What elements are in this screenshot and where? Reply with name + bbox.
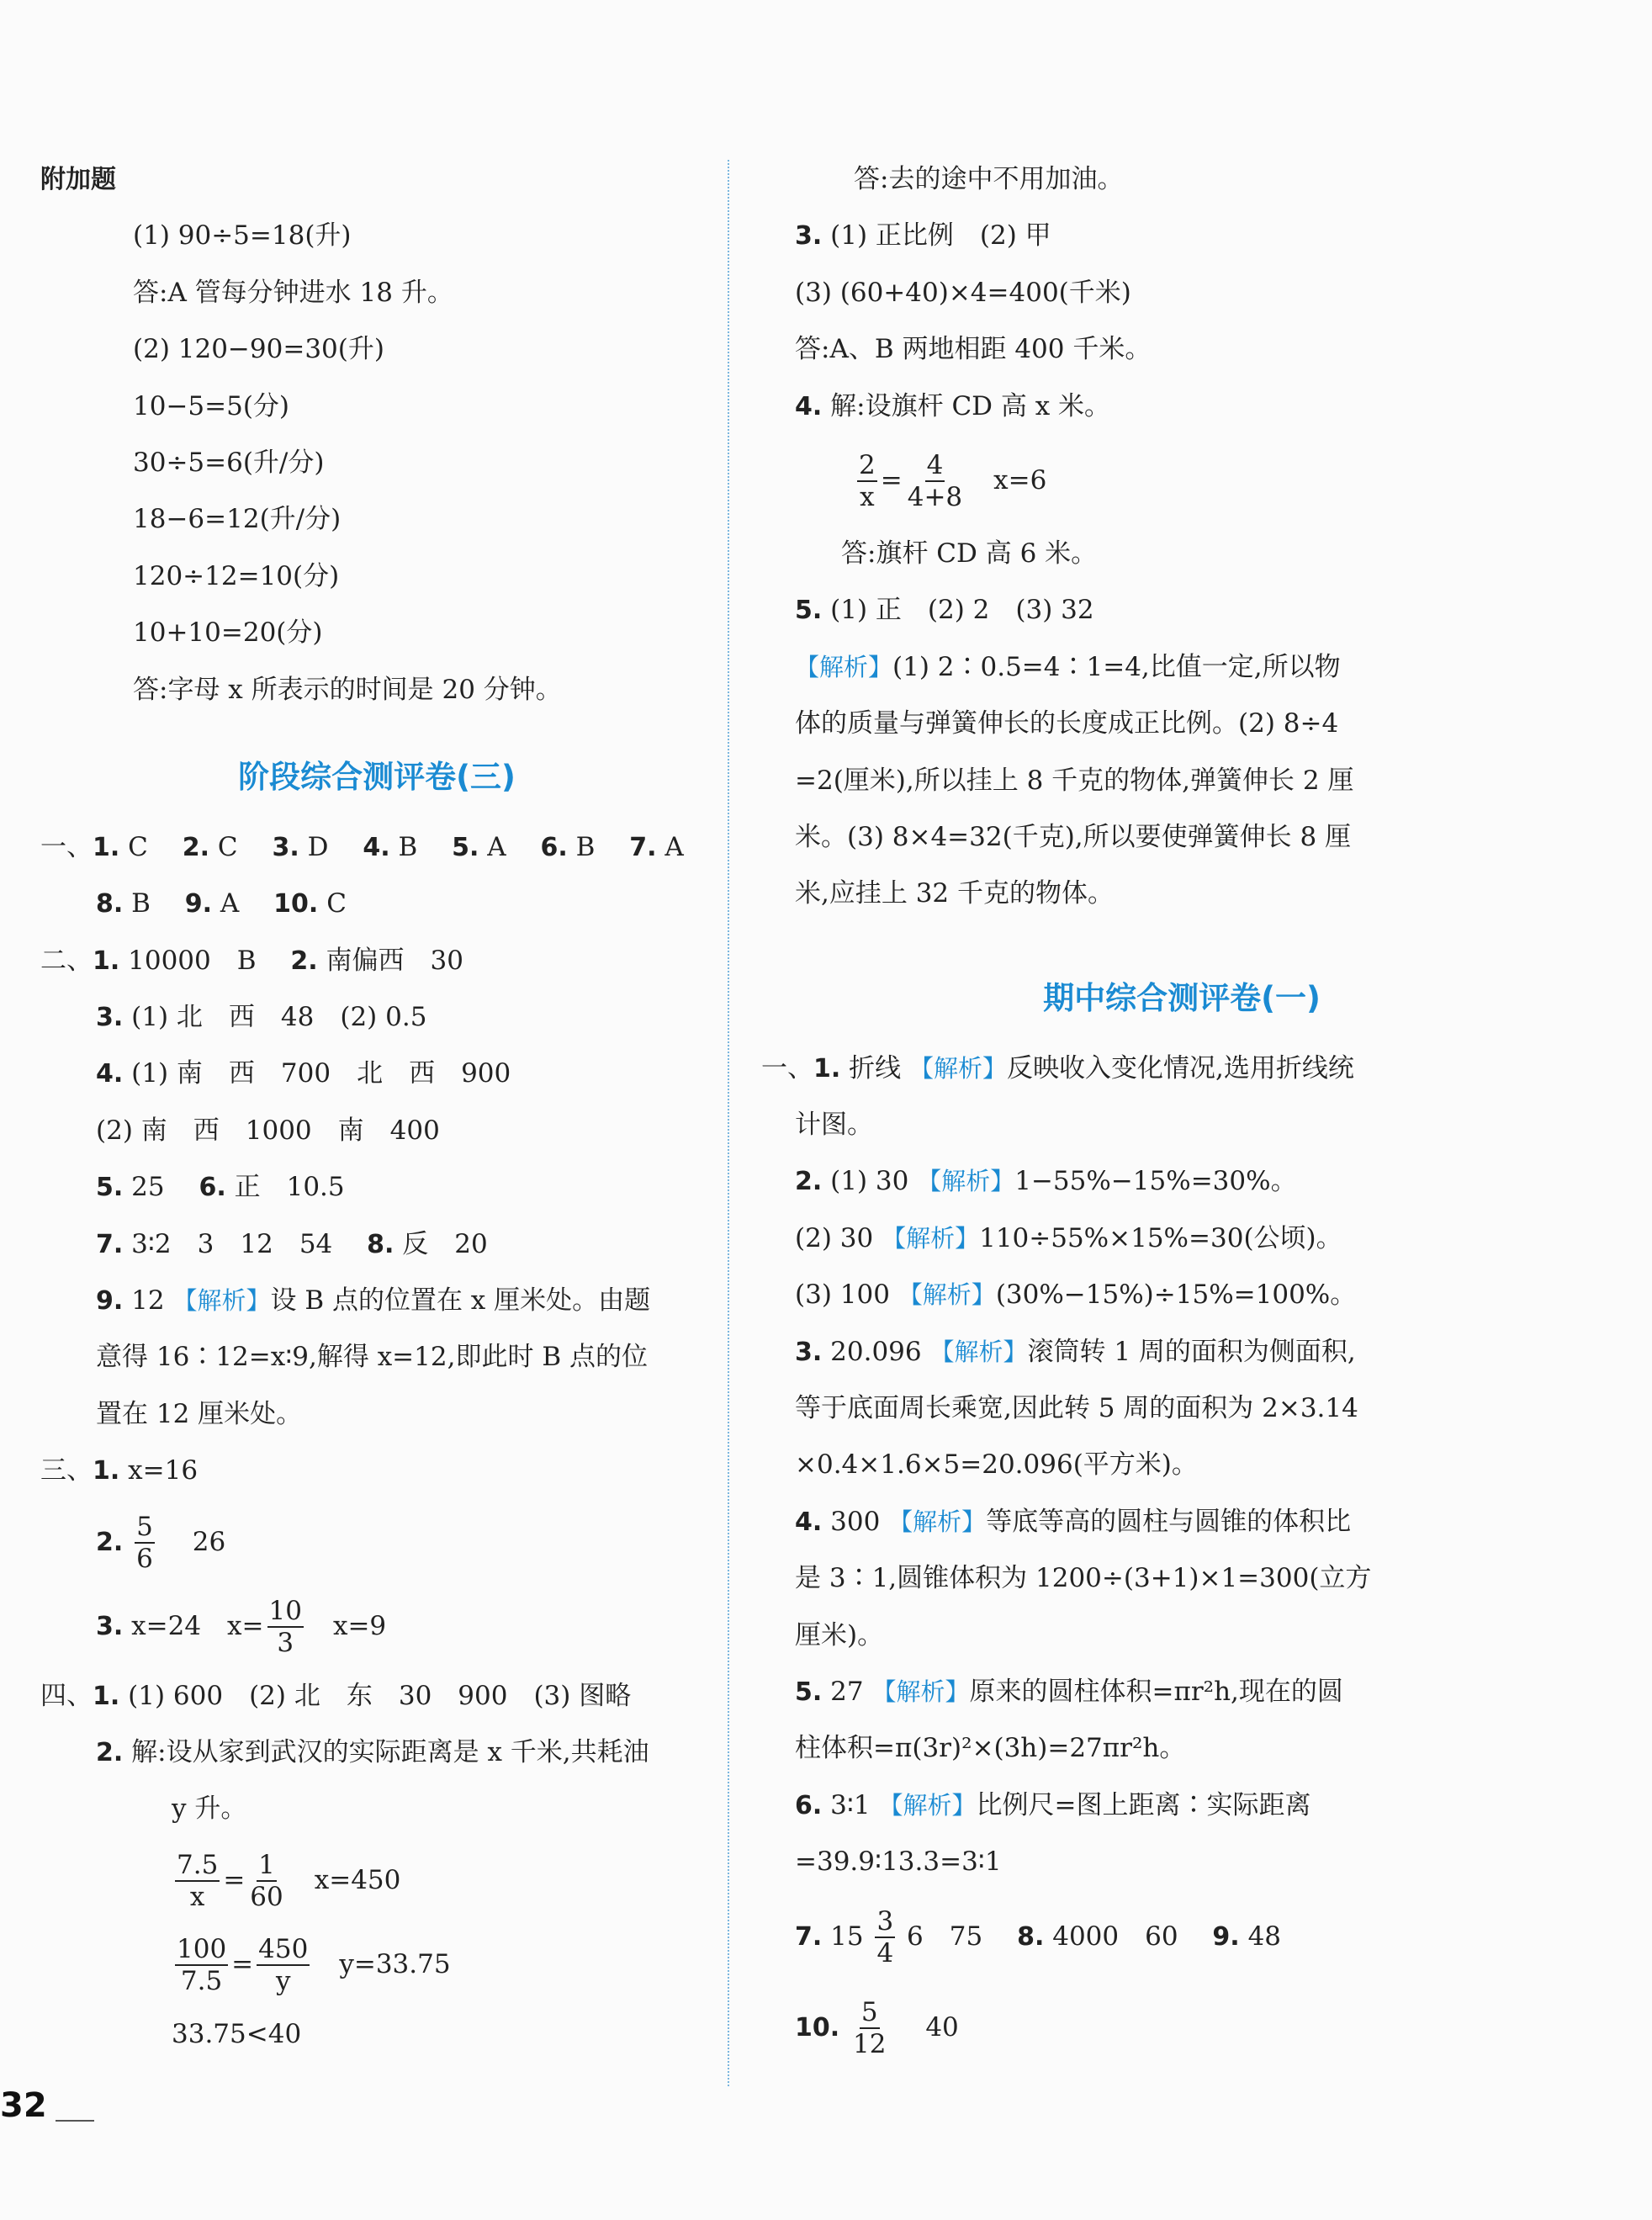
analysis-line: 是 3∶1,圆锥体积为 1200÷(3+1)×1=300(立方: [795, 1563, 1372, 1594]
q-num: 1.: [93, 1456, 120, 1486]
numerator: 3: [876, 1906, 894, 1937]
q-num: 3.: [96, 1611, 124, 1641]
q5-analysis: [761, 639, 1602, 696]
q-answer: 27: [830, 1676, 864, 1707]
analysis-tag: 【解析】: [917, 1167, 1015, 1196]
analysis-text: (1) 2∶0.5=4∶1=4,比值一定,所以物: [892, 651, 1341, 682]
q-answer: D: [307, 831, 329, 862]
q-answer: x=16: [128, 1455, 199, 1486]
m1: [761, 1041, 1602, 1097]
q-num: 2.: [182, 832, 210, 862]
s4-q1: [40, 1668, 713, 1725]
analysis-text: (30%−15%)÷15%=100%。: [995, 1280, 1357, 1311]
numerator: 5: [136, 1512, 153, 1543]
fraction: [875, 1906, 895, 1968]
numerator: 10: [268, 1596, 302, 1627]
analysis-tag: 【解析】: [878, 1790, 977, 1820]
q-num: 9.: [1212, 1921, 1240, 1952]
answer-line: 10+10=20(分): [133, 617, 323, 649]
answer-line: (1) 90÷5=18(升): [133, 220, 352, 252]
s2-q3: [40, 989, 713, 1046]
answer-line: 30÷5=6(升/分): [133, 447, 325, 478]
s2-q1-2: [40, 933, 713, 989]
q-num: 5.: [795, 596, 823, 626]
section-label: 三、: [40, 1455, 93, 1486]
q-answer: 12: [131, 1285, 165, 1317]
q-answer: 南偏西 30: [326, 945, 463, 976]
equation-result: y=33.75: [339, 1948, 451, 1979]
q5: [761, 582, 1602, 638]
answer-line: 18−6=12(升/分): [133, 504, 342, 535]
m5: [761, 1664, 1602, 1720]
q-num: 9.: [96, 1286, 124, 1317]
q-answer: A: [487, 831, 506, 862]
q-num: 4.: [363, 832, 390, 862]
s1-line-1: [40, 819, 713, 876]
m7-9: [761, 1891, 1602, 1982]
q3: [761, 208, 1602, 264]
analysis-line: =39.9∶13.3=3∶1: [795, 1846, 1002, 1878]
analysis-text: 原来的圆柱体积=πr²h,现在的圆: [969, 1676, 1343, 1707]
q-num: 4.: [795, 391, 823, 421]
q-answer: 3∶1: [830, 1789, 871, 1820]
q-answer: B: [131, 888, 151, 919]
answer-line: 答:A 管每分钟进水 18 升。: [133, 277, 453, 308]
extra-title: 附加题: [40, 165, 116, 194]
equation-3: 33.75<40: [172, 2018, 302, 2049]
equation-1: $\frac{7.5}{x}$ = $\frac{1}{60}$ x=450: [177, 1850, 401, 1913]
q-num: 4.: [96, 1059, 124, 1089]
m4: [761, 1494, 1602, 1550]
numerator: 1: [258, 1850, 275, 1881]
section-label: 一、: [40, 831, 93, 862]
numerator: 4: [926, 450, 944, 481]
numerator: 100: [177, 1934, 227, 1965]
analysis-line: 等于底面周长乘宽,因此转 5 周的面积为 2×3.14: [795, 1393, 1358, 1424]
q-answer: 20.096: [830, 1336, 922, 1367]
q-answer: (1) 南 西 700 北 西 900: [131, 1058, 511, 1089]
m2: [761, 1153, 1602, 1210]
q-answer: C: [217, 831, 238, 862]
q4: [761, 379, 1602, 435]
s2-q9: [40, 1273, 713, 1329]
q-answer: 4000 60: [1052, 1921, 1178, 1952]
q-num: 1.: [93, 1681, 120, 1711]
q-answer: B: [398, 831, 418, 862]
q-num: 3.: [96, 1003, 124, 1033]
q-answer: 解:设旗杆 CD 高 x 米。: [830, 390, 1111, 421]
q-answer: 正 10.5: [234, 1172, 345, 1203]
q-num: 5.: [452, 832, 479, 862]
fraction: [175, 1850, 220, 1912]
q-num: 2.: [96, 1737, 124, 1767]
analysis-line: 厘米)。: [795, 1619, 884, 1650]
denominator: y: [275, 1966, 291, 1997]
analysis-text: 等底等高的圆柱与圆锥的体积比: [986, 1506, 1352, 1537]
q-answer: (1) 正比例 (2) 甲: [830, 220, 1051, 252]
q-num: 2.: [795, 1167, 823, 1197]
equation-q4: $\frac{2}{x}$ = $\frac{4}{4+8}$ x=6: [859, 450, 1047, 513]
numerator: 7.5: [177, 1850, 219, 1881]
analysis-line: ×0.4×1.6×5=20.096(平方米)。: [795, 1449, 1198, 1481]
analysis-line: 米。(3) 8×4=32(千克),所以要使弹簧伸长 8 厘: [795, 821, 1352, 852]
q-answer: C: [326, 888, 347, 919]
analysis-tag: 【解析】: [795, 652, 893, 681]
denominator: 12: [853, 2029, 887, 2060]
q-num: 3.: [795, 1337, 823, 1367]
s3-q2: [40, 1500, 713, 1584]
analysis-text: 滚筒转 1 周的面积为侧面积,: [1027, 1336, 1356, 1367]
q-answer: (1) 600 (2) 北 东 30 900 (3) 图略: [128, 1680, 632, 1711]
section-title: 阶段综合测评卷(三): [238, 758, 516, 795]
q-answer: 300: [830, 1506, 881, 1537]
q-answer: x=: [227, 1610, 264, 1641]
analysis-tag: 【解析】: [882, 1223, 980, 1253]
analysis-tag: 【解析】: [897, 1280, 996, 1310]
section-label: 一、: [761, 1052, 813, 1084]
numerator: 450: [258, 1934, 309, 1965]
s3-q1: [40, 1443, 713, 1499]
s4-q2: [40, 1725, 713, 1781]
q-num: 7.: [96, 1229, 124, 1259]
analysis-text: 设 B 点的位置在 x 厘米处。由题: [270, 1285, 651, 1317]
q-num: 3.: [272, 832, 299, 862]
section-label: 二、: [40, 945, 93, 976]
fraction: [135, 1512, 155, 1574]
q-answer: 反 20: [402, 1228, 488, 1259]
fraction: [248, 1850, 284, 1912]
denominator: 4: [876, 1938, 894, 1969]
numerator: 2: [859, 450, 876, 481]
q-answer: 15: [830, 1921, 864, 1952]
denominator: 6: [136, 1544, 153, 1575]
fraction: [851, 1997, 887, 2059]
m2c: [761, 1267, 1602, 1323]
q-num: 9.: [184, 889, 213, 919]
q-answer: 解:设从家到武汉的实际距离是 x 千米,共耗油: [131, 1736, 649, 1767]
equation-result: x=6: [993, 464, 1047, 495]
q-num: 2.: [96, 1527, 124, 1557]
q-answer: 48: [1247, 1921, 1282, 1952]
equation-2: $\frac{100}{7.5}$ = $\frac{450}{y}$ y=33.75: [177, 1934, 451, 1997]
q-answer: (1) 正 (2) 2 (3) 32: [830, 595, 1094, 626]
denominator: x: [189, 1882, 205, 1913]
denominator: 60: [250, 1882, 283, 1913]
m6: [761, 1778, 1602, 1834]
q-answer: 40: [925, 2011, 959, 2043]
right-column: [761, 151, 1602, 2073]
analysis-tag: 【解析】: [888, 1507, 987, 1536]
q-num: 5.: [96, 1173, 124, 1203]
fraction: [906, 450, 964, 512]
q-num: 8.: [1017, 1921, 1045, 1952]
analysis-line: 体的质量与弹簧伸长的长度成正比例。(2) 8÷4: [795, 708, 1339, 739]
analysis-line: =2(厘米),所以挂上 8 千克的物体,弹簧伸长 2 厘: [795, 765, 1354, 796]
q-num: 1.: [93, 946, 120, 976]
analysis-tag: 【解析】: [172, 1286, 271, 1316]
page-number: 32: [0, 2086, 47, 2125]
analysis-line: 计图。: [795, 1110, 873, 1141]
answer-line: 10−5=5(分): [133, 390, 290, 421]
q-num: 4.: [795, 1507, 823, 1537]
q-answer: (1) 北 西 48 (2) 0.5: [131, 1002, 427, 1033]
q-answer: 25: [131, 1172, 165, 1203]
q-num: 6.: [199, 1173, 226, 1203]
q-answer: (1) 30: [830, 1166, 909, 1197]
analysis-tag: 【解析】: [929, 1337, 1028, 1366]
m10: [761, 1982, 1602, 2073]
analysis-line: 置在 12 厘米处。: [96, 1398, 303, 1429]
answer-line: (3) (60+40)×4=400(千米): [795, 277, 1131, 308]
q-num: 8.: [367, 1229, 394, 1259]
q-answer: 26: [192, 1526, 226, 1557]
denominator: 4+8: [907, 482, 963, 513]
q-num: 2.: [290, 946, 318, 976]
q-num: 7.: [795, 1921, 823, 1952]
q-answer: A: [220, 888, 240, 919]
analysis-tag: 【解析】: [871, 1677, 970, 1706]
q-num: 10.: [273, 889, 319, 919]
q-answer: (2) 30: [795, 1222, 874, 1253]
q-answer: x=9: [332, 1610, 387, 1641]
column-divider: [728, 160, 729, 2086]
s3-q3: [40, 1584, 713, 1668]
answer-line: 答:A、B 两地相距 400 千米。: [795, 334, 1152, 365]
q-answer: 10000 B: [128, 945, 257, 976]
section-label: 四、: [40, 1680, 93, 1711]
answer-line: 答:旗杆 CD 高 6 米。: [841, 538, 1098, 569]
q-num: 3.: [795, 221, 823, 252]
equation-result: x=450: [314, 1864, 401, 1895]
q-num: 1.: [813, 1053, 841, 1084]
answer-line: 答:去的途中不用加油。: [854, 164, 1124, 194]
analysis-line: 柱体积=π(3r)²×(3h)=27πr²h。: [795, 1733, 1186, 1764]
fraction: [857, 450, 877, 512]
analysis-text: 1−55%−15%=30%。: [1014, 1166, 1297, 1197]
fraction: [257, 1934, 310, 1996]
s1-line-2: [40, 876, 713, 932]
answer-line: 答:字母 x 所表示的时间是 20 分钟。: [133, 674, 562, 705]
q-answer: A: [665, 831, 684, 862]
q-answer: (3) 100: [795, 1280, 890, 1311]
answer-line: (2) 120−90=30(升): [133, 334, 384, 365]
left-column: [40, 151, 713, 2063]
q-answer: x=24: [131, 1610, 202, 1641]
analysis-tag: 【解析】: [909, 1053, 1008, 1083]
q-num: 6.: [795, 1790, 823, 1820]
analysis-line: 意得 16∶12=x∶9,解得 x=12,即此时 B 点的位: [96, 1342, 648, 1373]
s2-q7-8: [40, 1216, 713, 1273]
q-answer: B: [575, 831, 596, 862]
analysis-text: 110÷55%×15%=30(公顷)。: [979, 1222, 1342, 1253]
s2-q4b: (2) 南 西 1000 南 400: [96, 1115, 440, 1146]
q-answer: 3∶2 3 12 54: [131, 1228, 333, 1259]
q-num: 1.: [93, 832, 120, 862]
denominator: 3: [277, 1628, 294, 1659]
q-num: 6.: [540, 832, 568, 862]
analysis-text: 比例尺=图上距离∶实际距离: [976, 1789, 1311, 1820]
s4-q2b: y 升。: [172, 1793, 247, 1825]
fraction: [267, 1596, 304, 1658]
q-num: 5.: [795, 1677, 823, 1707]
m3: [761, 1324, 1602, 1380]
page-number-rule: [56, 2120, 94, 2122]
denominator: x: [860, 482, 875, 513]
q-answer: 6 75: [907, 1921, 983, 1952]
q-num: 8.: [96, 889, 124, 919]
analysis-line: 米,应挂上 32 千克的物体。: [795, 878, 1115, 909]
q-num: 10.: [795, 2012, 840, 2043]
denominator: 7.5: [180, 1966, 223, 1997]
answer-line: 120÷12=10(分): [133, 560, 340, 591]
q-answer: C: [128, 831, 148, 862]
section-title: 期中综合测评卷(一): [1043, 979, 1321, 1016]
s2-q5-6: [40, 1159, 713, 1216]
numerator: 5: [860, 1997, 878, 2028]
q-num: 7.: [629, 832, 657, 862]
fraction: [175, 1934, 228, 1996]
analysis-text: 反映收入变化情况,选用折线统: [1007, 1052, 1354, 1084]
q-answer: 折线: [849, 1052, 902, 1084]
m2b: [761, 1211, 1602, 1267]
s2-q4: [40, 1046, 713, 1102]
